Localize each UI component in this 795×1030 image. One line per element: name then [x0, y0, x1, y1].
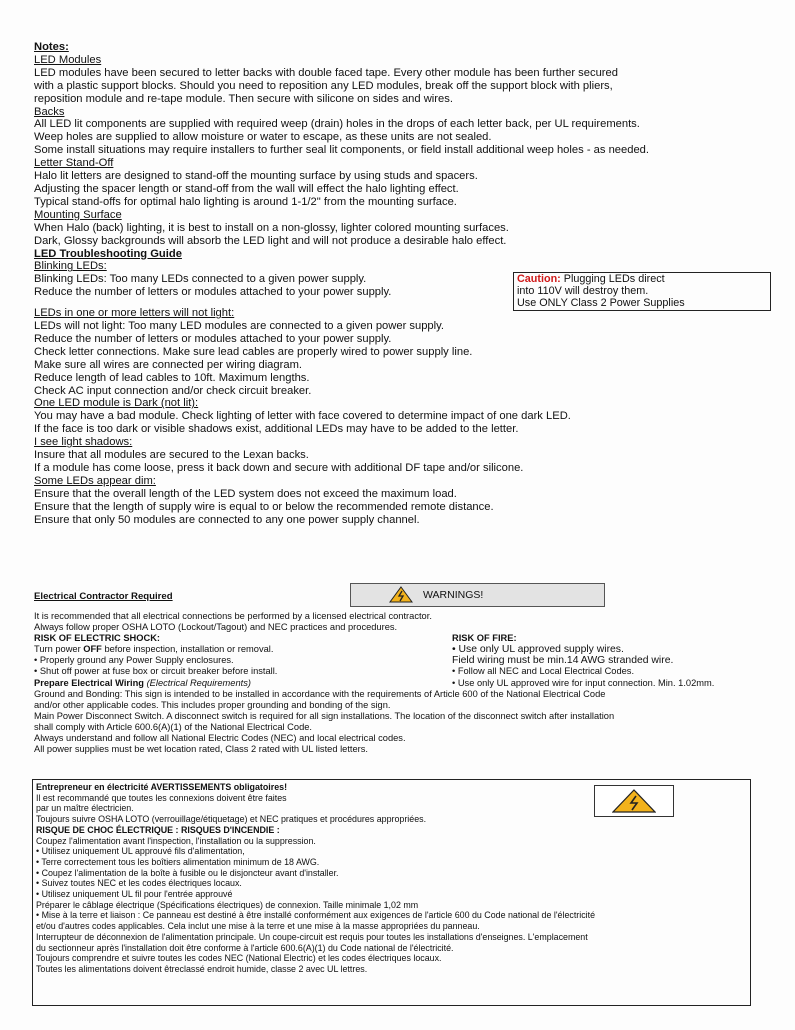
- text-line: Check AC input connection and/or check circuit breaker.: [34, 384, 312, 397]
- text-line: • Suivez toutes NEC et les codes électriques locaux.: [36, 878, 242, 889]
- shock-item: • Properly ground any Power Supply enclosures.: [34, 655, 234, 666]
- text-line: par un maître électricien.: [36, 803, 134, 814]
- high-voltage-icon: [612, 789, 656, 813]
- text-line: reposition module and re-tape module. Then secure with silicone on sides and wires.: [34, 92, 453, 105]
- text-line: Toutes les alimentations doivent êtreclassé endroit humide, classe 2 avec UL lettres.: [36, 963, 368, 974]
- text-line: Always follow proper OSHA LOTO (Lockout/Tagout) and NEC practices and procedures.: [34, 622, 398, 633]
- text-line: and/or other applicable codes. This includes proper grounding and bonding of the sign.: [34, 699, 391, 710]
- text-line: Blinking LEDs: Too many LEDs connected to a given power supply.: [34, 273, 367, 286]
- text-line: If a module has come loose, press it back down and secure with additional DF tape and/or silicone.: [34, 462, 524, 474]
- fire-item: • Follow all NEC and Local Electrical Codes.: [452, 666, 635, 677]
- caution-box: [513, 272, 771, 311]
- text-line: Adjusting the spacer length or stand-off from the wall will effect the halo lighting effect.: [34, 182, 459, 195]
- text-line: Dark, Glossy backgrounds will absorb the LED light and will not produce a desirable halo effect.: [34, 234, 507, 247]
- text-line: Il est recommandé que toutes les connexions doivent être faites: [36, 792, 287, 803]
- text-line: du sectionneur après l'installation doit être conforme à l'article 600.6(A)(1) du Code national de l'électricité.: [36, 942, 454, 953]
- electrical-header: [34, 583, 764, 607]
- standoff-heading: Letter Stand-Off: [34, 157, 114, 170]
- text-line: Typical stand-offs for optimal halo lighting is around 1-1/2" from the mounting surface.: [34, 195, 457, 208]
- text-line: • Mise à la terre et liaison : Ce panneau est destiné à être installé conformément aux exigences de l'article 600 du Code national de l'électricité: [36, 910, 596, 921]
- caution-text: into 110V will destroy them.: [517, 285, 649, 298]
- prepare-wiring-subtitle: (Electrical Requirements): [146, 677, 251, 688]
- text-line: Make sure all wires are connected per wiring diagram.: [34, 358, 302, 371]
- text-line: It is recommended that all electrical connections be performed by a licensed electrical contractor.: [34, 611, 432, 621]
- text-line: If the face is too dark or visible shadows exist, additional LEDs may have to be added to the letter.: [34, 423, 519, 436]
- text-line: LEDs will not light: Too many LED modules are connected to a given power supply.: [34, 320, 445, 333]
- french-risk-title: RISQUE DE CHOC ÉLECTRIQUE : RISQUES D'INCENDIE :: [36, 824, 280, 835]
- text-line: Main Power Disconnect Switch. A disconnect switch is required for all sign installations. The location of the disconnect switch after installation: [34, 710, 615, 721]
- text-line: Préparer le câblage électrique (Spécifications électriques) de connexion. Taille minimale 1,02 mm: [36, 899, 419, 910]
- french-warning-icon-box: [594, 785, 674, 817]
- text-line: LED modules have been secured to letter backs with double faced tape. Every other module has been further secured: [34, 66, 618, 79]
- caution-text: Use ONLY Class 2 Power Supplies: [517, 297, 685, 310]
- fire-item: Field wiring must be min.14 AWG stranded wire.: [452, 655, 674, 667]
- text-line: Insure that all modules are secured to the Lexan backs.: [34, 449, 309, 462]
- text-line: All power supplies must be wet location rated, Class 2 rated with UL listed letters.: [34, 744, 368, 755]
- notes-heading: Notes:: [34, 41, 69, 53]
- text-line: Ensure that the overall length of the LED system does not exceed the maximum load.: [34, 487, 457, 500]
- prepare-wiring-title: Prepare Electrical Wiring: [34, 677, 144, 688]
- text-line: Ensure that the length of supply wire is equal to or below the recommended remote distance.: [34, 500, 494, 513]
- text-line: Reduce length of lead cables to 10ft. Maximum lengths.: [34, 371, 310, 384]
- fire-item: • Use only UL approved wire for input connection. Min. 1.02mm.: [452, 677, 715, 688]
- text-line: Coupez l'alimentation avant l'inspection, l'installation ou la suppression.: [36, 835, 316, 846]
- text-line: Some install situations may require installers to further seal lit components, or field install additional weep holes - as needed.: [34, 144, 650, 157]
- text-line: • Utilisez uniquement UL approuvé fils d'alimentation,: [36, 846, 245, 857]
- dark-module-heading: One LED module is Dark (not lit):: [34, 397, 199, 410]
- warnings-label: WARNINGS!: [423, 589, 484, 601]
- fire-item: • Use only UL approved supply wires.: [452, 644, 624, 656]
- text-line: Interrupteur de déconnexion de l'alimentation principale. Un coupe-circuit est requis pour toutes les installations d'enseignes. L'emplacement: [36, 931, 588, 942]
- shadows-heading: I see light shadows:: [34, 436, 133, 449]
- text-line: et/ou d'autres codes applicables. Cela inclut une mise à la terre et une mise à la masse appropriées du panneau.: [36, 921, 480, 932]
- blinking-heading: Blinking LEDs:: [34, 260, 107, 273]
- text-line: When Halo (back) lighting, it is best to install on a non-glossy, lighter colored mounting surfaces.: [34, 221, 509, 234]
- mounting-surface-heading: Mounting Surface: [34, 208, 122, 221]
- text-line: Reduce the number of letters or modules attached to your power supply.: [34, 332, 392, 345]
- high-voltage-icon: [389, 586, 413, 603]
- shock-item: Turn power OFF before inspection, installation or removal.: [34, 644, 274, 655]
- shock-item: • Shut off power at fuse box or circuit breaker before install.: [34, 666, 278, 677]
- shock-risk-title: RISK OF ELECTRIC SHOCK:: [34, 633, 161, 644]
- text-line: Toujours suivre OSHA LOTO (verrouillage/étiquetage) et NEC pratiques et procédures appropriées.: [36, 814, 427, 825]
- text-line: Reduce the number of letters or modules attached to your power supply.: [34, 286, 392, 299]
- french-warnings-box: [32, 779, 751, 1006]
- french-title: Entrepreneur en électricité AVERTISSEMENTS obligatoires!: [36, 782, 288, 792]
- not-light-heading: LEDs in one or more letters will not light:: [34, 307, 235, 320]
- dim-heading: Some LEDs appear dim:: [34, 474, 156, 487]
- text-line: All LED lit components are supplied with required weep (drain) holes in the drops of each letter back, per UL requirements.: [34, 118, 640, 131]
- caution-label: Caution:: [517, 273, 561, 285]
- text-line: Check letter connections. Make sure lead cables are properly wired to power supply line.: [34, 345, 473, 358]
- text-line: shall comply with Article 600.6(A)(1) of the National Electrical Code.: [34, 721, 312, 732]
- led-modules-heading: LED Modules: [34, 53, 102, 66]
- fire-risk-title: RISK OF FIRE:: [452, 633, 517, 644]
- text-line: • Coupez l'alimentation de la boîte à fusible ou le disjoncteur avant d'installer.: [36, 867, 339, 878]
- electrical-contractor-title: Electrical Contractor Required: [34, 591, 173, 602]
- text-line: Toujours comprendre et suivre toutes les codes NEC (National Electric) et les codes électriques locaux.: [36, 953, 442, 964]
- text-line: with a plastic support blocks. Should you need to reposition any LED modules, break off the support block with pliers,: [34, 79, 613, 92]
- text-line: Always understand and follow all National Electric Codes (NEC) and local electrical codes.: [34, 733, 406, 744]
- english-warnings: [34, 611, 764, 755]
- text-line: You may have a bad module. Check lighting of letter with face covered to determine impact of one dark LED.: [34, 410, 571, 423]
- text-line: Ensure that only 50 modules are connected to any one power supply channel.: [34, 513, 420, 526]
- troubleshooting-heading: LED Troubleshooting Guide: [34, 247, 182, 260]
- text-line: • Terre correctement tous les boîtiers alimentation minimum de 18 AWG.: [36, 856, 320, 867]
- backs-heading: Backs: [34, 105, 65, 118]
- text-line: • Utilisez uniquement UL fil pour l'entrée approuvé: [36, 889, 233, 900]
- caution-text: Plugging LEDs direct: [560, 273, 665, 285]
- warnings-box: [350, 583, 605, 607]
- text-line: Weep holes are supplied to allow moisture or water to escape, as these units are not sealed.: [34, 131, 492, 144]
- text-line: Halo lit letters are designed to stand-off the mounting surface by using studs and spacers.: [34, 170, 478, 183]
- text-line: Ground and Bonding: This sign is intended to be installed in accordance with the requirements of Article 600 of the National Electrical Code: [34, 688, 606, 699]
